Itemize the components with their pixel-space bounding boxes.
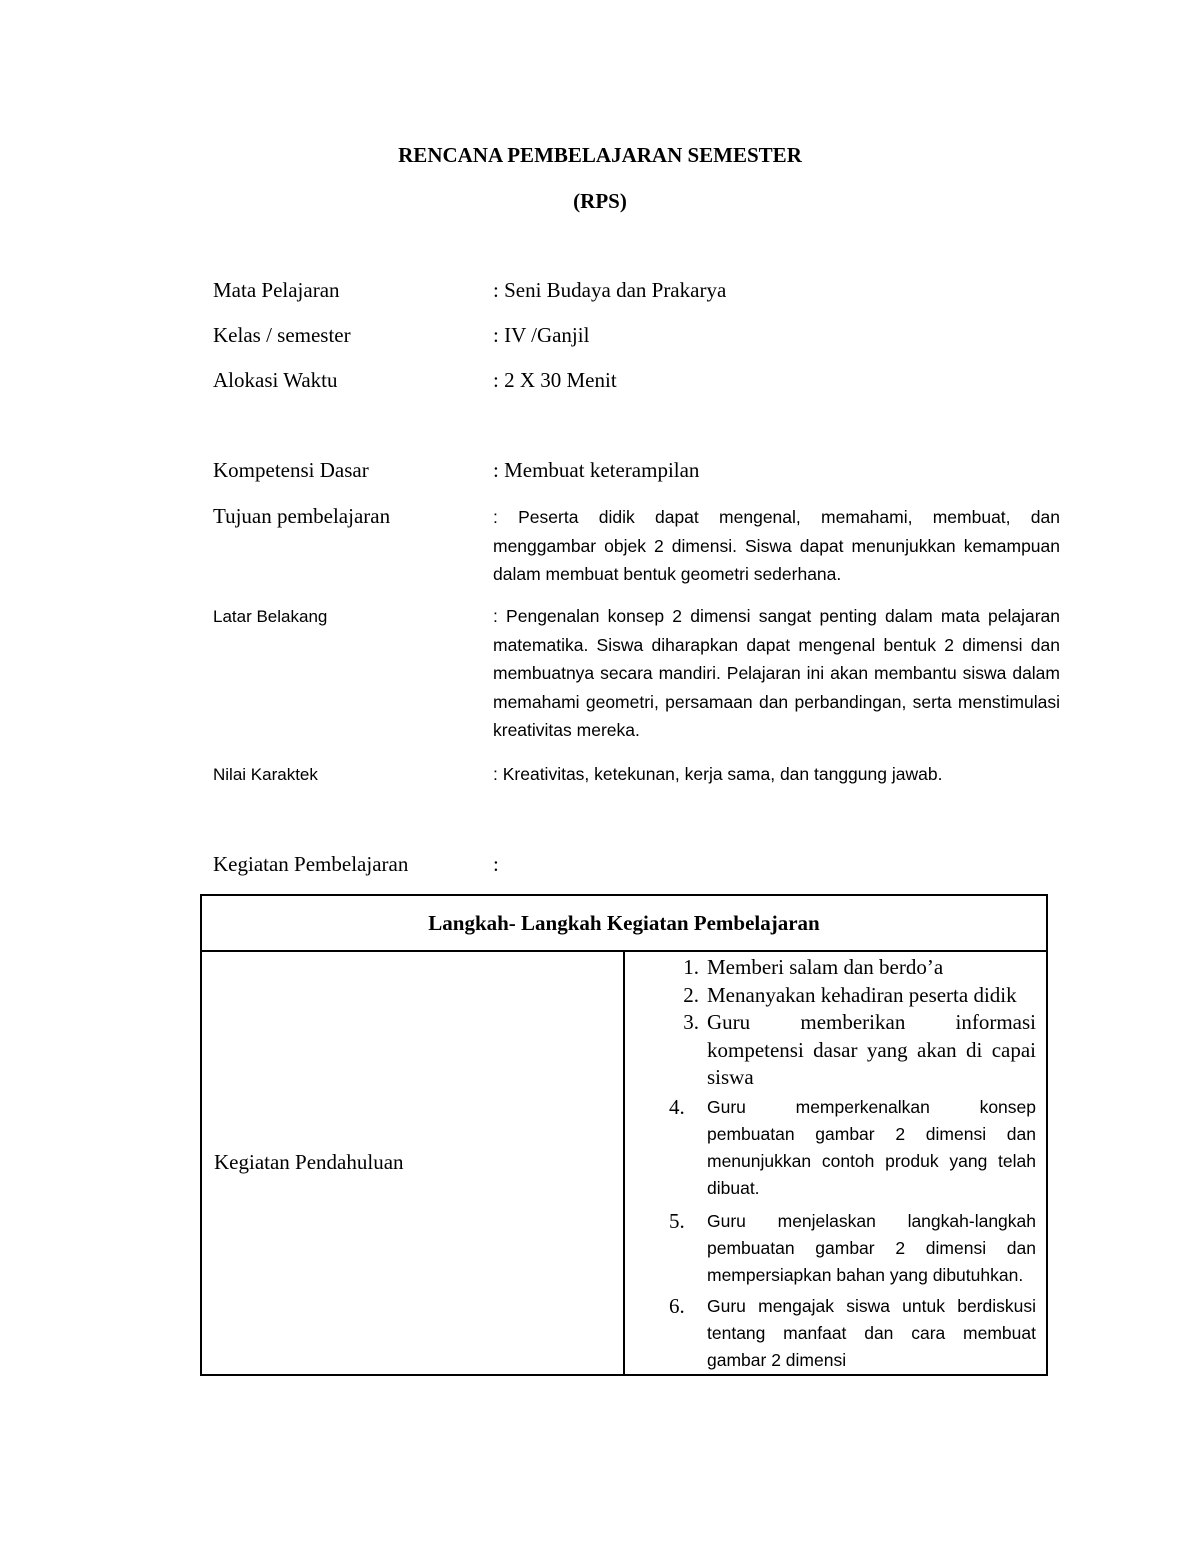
info-label: Latar Belakang xyxy=(213,607,328,626)
item-text: Menanyakan kehadiran peserta didik xyxy=(707,982,1017,1007)
item-text: Guru memberikan informasi kompetensi dasar yang akan di capai siswa xyxy=(707,1010,1036,1089)
table-header: Langkah- Langkah Kegiatan Pembelajaran xyxy=(201,895,1047,951)
learning-steps-table xyxy=(200,894,1048,1376)
info-label: Nilai Karaktek xyxy=(213,765,318,784)
item-number: 6. xyxy=(669,1293,685,1318)
document-subtitle: (RPS) xyxy=(573,189,627,213)
activities-cell xyxy=(624,951,1047,1375)
list-item xyxy=(659,954,1036,982)
info-label: Tujuan pembelajaran xyxy=(213,504,391,528)
document-title: RENCANA PEMBELAJARAN SEMESTER xyxy=(398,143,802,167)
list-item xyxy=(659,1009,1036,1092)
item-text: Guru menjelaskan langkah-langkah pembuatan gambar 2 dimensi dan mempersiapkan bahan yang dibutuhkan. xyxy=(707,1210,1036,1285)
table-row xyxy=(201,951,1047,1375)
phase-cell: Kegiatan Pendahuluan xyxy=(201,951,624,1375)
item-text: Guru memperkenalkan konsep pembuatan gambar 2 dimensi dan menunjukkan contoh produk yang telah dibuat. xyxy=(707,1096,1036,1198)
info-label: Kompetensi Dasar xyxy=(213,458,369,482)
list-item xyxy=(659,1094,1036,1202)
info-value: : Seni Budaya dan Prakarya xyxy=(493,278,727,302)
item-text: Guru mengajak siswa untuk berdiskusi tentang manfaat dan cara membuat gambar 2 dimensi xyxy=(707,1295,1036,1370)
info-label: Kelas / semester xyxy=(213,323,351,347)
info-value: : Kreativitas, ketekunan, kerja sama, dan tanggung jawab. xyxy=(493,764,943,784)
item-number: 5. xyxy=(669,1208,685,1233)
item-number: 4. xyxy=(669,1094,685,1119)
list-item xyxy=(659,1293,1036,1374)
item-number: 3. xyxy=(683,1010,699,1034)
activity-list xyxy=(659,954,1036,1374)
item-text: Memberi salam dan berdo’a xyxy=(707,955,944,979)
info-value: : IV /Ganjil xyxy=(493,323,590,347)
info-value: : Membuat keterampilan xyxy=(493,458,700,482)
item-number: 2. xyxy=(683,982,699,1007)
info-label: Mata Pelajaran xyxy=(213,278,340,302)
info-label: Kegiatan Pembelajaran xyxy=(213,852,409,876)
info-value: : Peserta didik dapat mengenal, memahami, membuat, dan menggambar objek 2 dimensi. Siswa dapat menunjukkan kemampuan dalam membuat bentuk geometri sederhana. xyxy=(493,507,1060,585)
info-value: : Pengenalan konsep 2 dimensi sangat penting dalam mata pelajaran matematika. Siswa diharapkan dapat mengenal bentuk 2 dimensi dan membuatnya secara mandiri. Pelajaran ini akan membantu siswa dalam memahami geometri, persamaan dan perbandingan, serta menstimulasi kreativitas mereka. xyxy=(493,606,1060,741)
list-item xyxy=(659,982,1036,1010)
info-value: : xyxy=(493,852,499,876)
info-value: : 2 X 30 Menit xyxy=(493,368,617,392)
list-item xyxy=(659,1208,1036,1289)
table-header-row xyxy=(201,895,1047,951)
item-number: 1. xyxy=(683,955,699,979)
info-label: Alokasi Waktu xyxy=(213,368,338,392)
